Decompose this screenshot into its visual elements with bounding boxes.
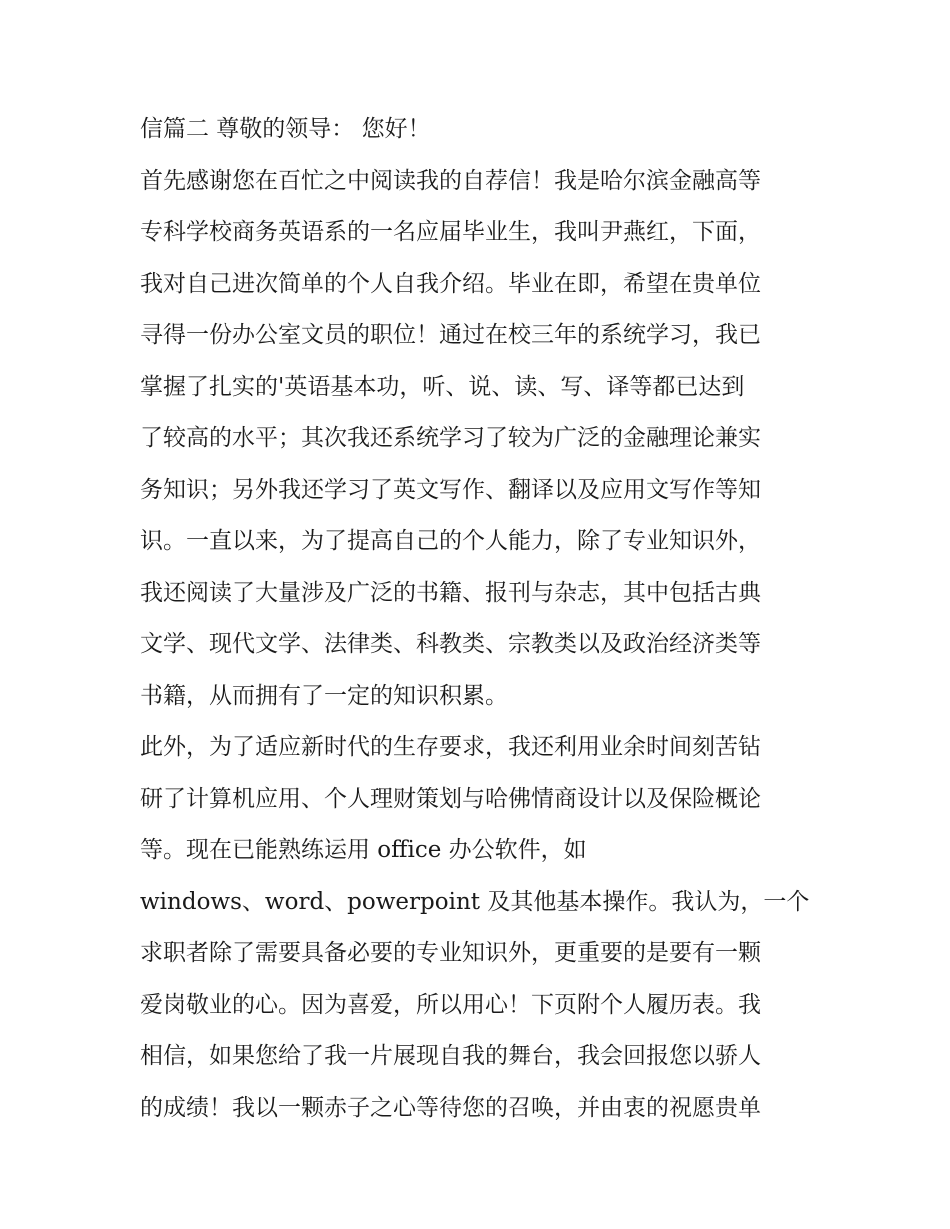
text-line: 此外，为了适应新时代的生存要求，我还利用业余时间刻苦钻	[140, 734, 761, 760]
text-line: 文学、现代文学、法律类、科教类、宗教类以及政治经济类等	[140, 631, 761, 657]
text-line: windows、word、powerpoint 及其他基本操作。我认为，一个	[140, 888, 810, 915]
text-line: 首先感谢您在百忙之中阅读我的自荐信！我是哈尔滨金融高等	[140, 167, 761, 194]
text-line: 求职者除了需要具备必要的专业知识外，更重要的是要有一颗	[140, 940, 761, 966]
text-line: 专科学校商务英语系的一名应届毕业生，我叫尹燕红，下面，	[140, 219, 761, 245]
text-line: 爱岗敬业的心。因为喜爱，所以用心！下页附个人履历表。我	[140, 991, 761, 1018]
letter-salutation: 信篇二 尊敬的领导： 您好！	[140, 116, 431, 142]
text-line: 的成绩！我以一颗赤子之心等待您的召唤，并由衷的祝愿贵单	[140, 1094, 761, 1121]
text-line: 相信，如果您给了我一片展现自我的舞台，我会回报您以骄人	[140, 1043, 761, 1069]
text-line: 寻得一份办公室文员的职位！通过在校三年的系统学习，我已	[140, 322, 761, 348]
text-line: 了较高的水平；其次我还系统学习了较为广泛的金融理论兼实	[140, 425, 761, 451]
text-line: 务知识；另外我还学习了英文写作、翻译以及应用文写作等知	[140, 476, 761, 503]
text-line: 识。一直以来，为了提高自己的个人能力，除了专业知识外，	[140, 528, 761, 554]
text-line: 我对自己进次简单的个人自我介绍。毕业在即，希望在贵单位	[140, 270, 761, 297]
text-line: 我还阅读了大量涉及广泛的书籍、报刊与杂志，其中包括古典	[140, 579, 761, 606]
text-line: 研了计算机应用、个人理财策划与哈佛情商设计以及保险概论	[140, 785, 761, 812]
text-line: 书籍，从而拥有了一定的知识积累。	[140, 682, 508, 709]
text-line: 掌握了扎实的'英语基本功，听、说、读、写、译等都已达到	[140, 373, 745, 400]
text-line: 等。现在已能熟练运用 office 办公软件，如	[140, 837, 587, 863]
letter-body	[140, 108, 820, 1138]
